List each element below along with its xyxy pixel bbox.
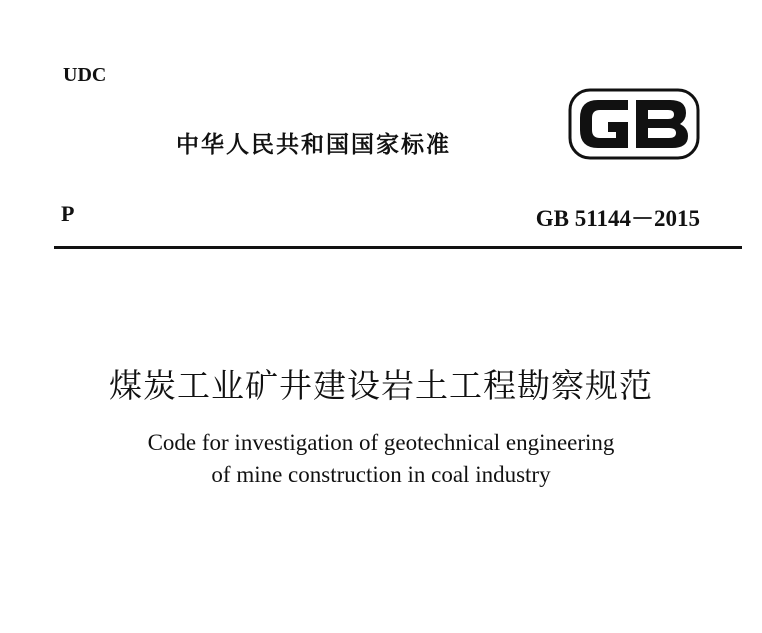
udc-label: UDC <box>63 64 107 86</box>
document-title-english <box>0 427 762 491</box>
standard-number: GB 51144－2015 <box>535 206 700 231</box>
document-title-chinese: 煤炭工业矿井建设岩土工程勘察规范 <box>109 366 653 405</box>
standard-type-heading: 中华人民共和国国家标准 <box>176 132 451 158</box>
gb-logo <box>568 88 700 160</box>
english-title-line-1: Code for investigation of geotechnical engineering <box>147 430 615 455</box>
category-code: P <box>61 201 75 226</box>
english-title-line-2: of mine construction in coal industry <box>211 462 551 487</box>
header-divider <box>54 246 742 249</box>
gb-logo-text: GB <box>634 128 636 129</box>
